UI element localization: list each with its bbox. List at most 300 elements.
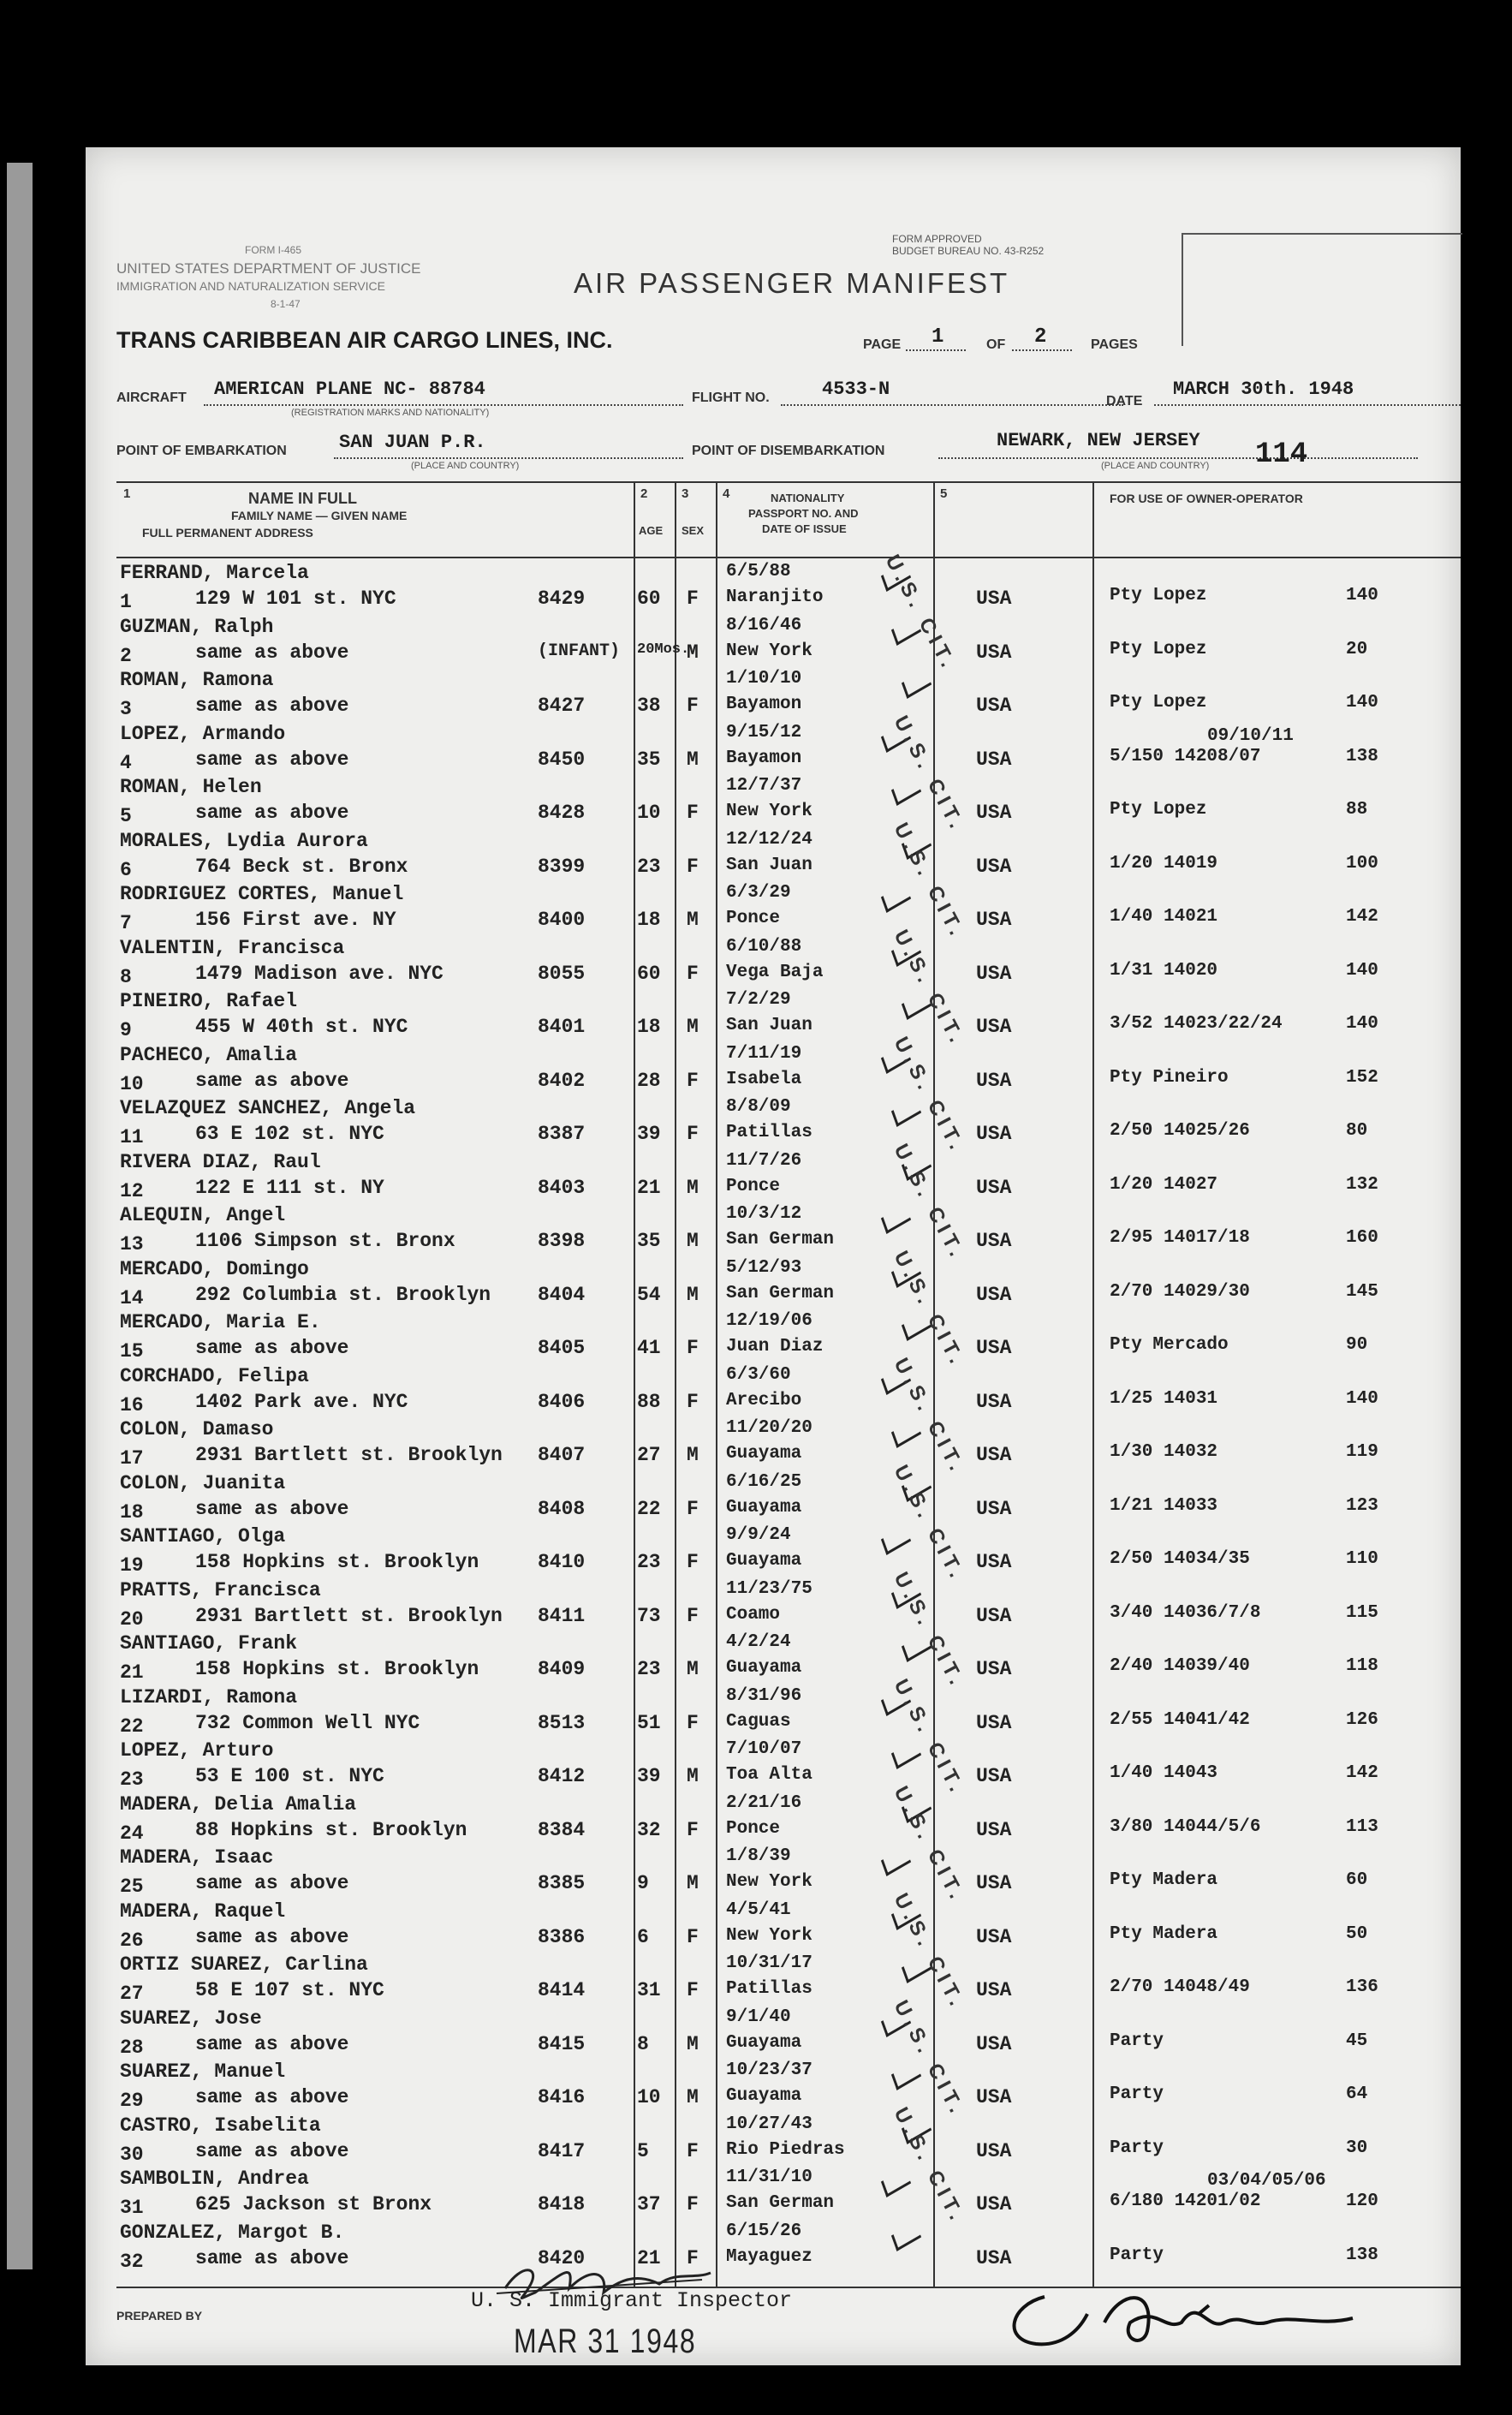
- fare-amount: 132: [1346, 1174, 1378, 1195]
- passenger-address: same as above: [195, 2246, 349, 2269]
- nationality: USA: [976, 1123, 1012, 1145]
- check-mark: [902, 669, 932, 699]
- passenger-age: 23: [637, 855, 661, 878]
- embarkation-label: POINT OF EMBARKATION: [116, 444, 287, 458]
- owner-note: Party: [1110, 2030, 1164, 2051]
- us-citizen-stamp: U.S. CIT.: [889, 2102, 970, 2228]
- passenger-address: same as above: [195, 748, 349, 771]
- passenger-address: 158 Hopkins st. Brooklyn: [195, 1658, 479, 1680]
- row-number: 29: [120, 2090, 144, 2112]
- passenger-name: ROMAN, Helen: [120, 776, 262, 798]
- passenger-name: PRATTS, Francisca: [120, 1578, 321, 1601]
- passenger-id: 8400: [538, 909, 586, 931]
- row-number: 13: [120, 1233, 144, 1255]
- nationality: USA: [976, 962, 1012, 985]
- issue-date: 12/7/37: [726, 776, 802, 796]
- owner-note: 1/20 14027: [1110, 1174, 1218, 1195]
- passenger-name: GUZMAN, Ralph: [120, 615, 274, 638]
- col1-number: 1: [123, 486, 131, 501]
- issue-date: 7/2/29: [726, 990, 791, 1010]
- row-number: 14: [120, 1286, 144, 1309]
- us-citizen-stamp: U.S. CIT.: [889, 818, 970, 944]
- owner-note-upper: 03/04/05/06: [1207, 2171, 1326, 2191]
- nationality: USA: [976, 1016, 1012, 1038]
- aircraft-sub: (REGISTRATION MARKS AND NATIONALITY): [291, 408, 490, 418]
- owner-note: 2/50 14025/26: [1110, 1121, 1250, 1141]
- passenger-address: same as above: [195, 1925, 349, 1948]
- disembarkation-sub: (PLACE AND COUNTRY): [1101, 461, 1210, 471]
- passenger-id: 8427: [538, 695, 586, 717]
- fare-amount: 140: [1346, 586, 1378, 605]
- passenger-name: MERCADO, Maria E.: [120, 1311, 321, 1333]
- check-mark: [891, 776, 921, 806]
- issue-date: 7/10/07: [726, 1739, 802, 1759]
- passenger-name: LIZARDI, Ramona: [120, 1685, 298, 1708]
- fare-amount: 136: [1346, 1977, 1378, 1997]
- passenger-id: 8401: [538, 1016, 586, 1038]
- nationality: USA: [976, 587, 1012, 610]
- passenger-address: 58 E 107 st. NYC: [195, 1979, 384, 2001]
- us-citizen-stamp: U.S. CIT.: [889, 1139, 970, 1265]
- issue-date: 10/31/17: [726, 1953, 813, 1973]
- owner-note: Pty Lopez: [1110, 800, 1207, 820]
- fare-amount: 100: [1346, 853, 1378, 874]
- owner-note: 3/80 14044/5/6: [1110, 1816, 1261, 1837]
- birth-place: Guayama: [726, 1497, 802, 1518]
- birth-place: Bayamon: [726, 695, 802, 714]
- passenger-age: 10: [637, 2086, 661, 2108]
- passenger-address: 2931 Bartlett st. Brooklyn: [195, 1444, 503, 1466]
- agency-line1: UNITED STATES DEPARTMENT OF JUSTICE: [116, 260, 421, 277]
- row-number: 3: [120, 698, 132, 720]
- us-citizen-stamp: U.S. CIT.: [889, 1995, 970, 2121]
- passenger-age: 60: [637, 962, 661, 985]
- birth-place: Guayama: [726, 2032, 802, 2053]
- row-number: 19: [120, 1554, 144, 1577]
- passenger-address: 764 Beck st. Bronx: [195, 855, 408, 878]
- owner-note: Pty Lopez: [1110, 639, 1207, 659]
- passenger-address: same as above: [195, 1497, 349, 1520]
- birth-place: Naranjito: [726, 587, 824, 607]
- row-number: 7: [120, 912, 132, 934]
- row-number: 2: [120, 644, 132, 667]
- fare-amount: 140: [1346, 960, 1378, 981]
- passenger-name: MORALES, Lydia Aurora: [120, 829, 368, 852]
- passenger-id: 8398: [538, 1230, 586, 1252]
- nationality: USA: [976, 1925, 1012, 1948]
- passenger-age: 21: [637, 1176, 661, 1199]
- fare-amount: 142: [1346, 907, 1378, 927]
- passenger-id: 8411: [538, 1604, 586, 1627]
- page-total: 2: [1034, 325, 1047, 349]
- col1-name-header: NAME IN FULL: [248, 490, 357, 507]
- check-mark: [891, 2221, 921, 2251]
- passenger-name: CASTRO, Isabelita: [120, 2114, 321, 2137]
- owner-note: Pty Mercado: [1110, 1335, 1229, 1355]
- carrier-name: TRANS CARIBBEAN AIR CARGO LINES, INC.: [116, 327, 613, 353]
- birth-place: Patillas: [726, 1979, 813, 1999]
- issue-date: 12/19/06: [726, 1311, 813, 1331]
- officer-signature: [993, 2271, 1404, 2365]
- passenger-sex: F: [687, 2246, 699, 2269]
- approval-line2: BUDGET BUREAU NO. 43-R252: [892, 245, 1045, 257]
- check-mark: [891, 2060, 921, 2090]
- birth-place: New York: [726, 641, 813, 661]
- passenger-id: 8417: [538, 2139, 586, 2162]
- fare-amount: 119: [1346, 1442, 1378, 1462]
- check-mark: [891, 1097, 921, 1127]
- passenger-name: CORCHADO, Felipa: [120, 1364, 309, 1387]
- nationality: USA: [976, 1390, 1012, 1413]
- fare-amount: 140: [1346, 1388, 1378, 1409]
- us-citizen-stamp: U.S. CIT.: [889, 1032, 970, 1158]
- passenger-sex: F: [687, 1337, 699, 1359]
- nationality: USA: [976, 1176, 1012, 1199]
- passenger-name: COLON, Juanita: [120, 1471, 286, 1494]
- passenger-id: 8405: [538, 1337, 586, 1359]
- nationality: USA: [976, 1872, 1012, 1894]
- passenger-address: 88 Hopkins st. Brooklyn: [195, 1818, 467, 1841]
- row-number: 1: [120, 591, 132, 613]
- issue-date: 2/21/16: [726, 1792, 802, 1813]
- passenger-address: 2931 Bartlett st. Brooklyn: [195, 1604, 503, 1627]
- row-number: 18: [120, 1500, 144, 1524]
- birth-place: Bayamon: [726, 748, 802, 768]
- passenger-age: 41: [637, 1337, 661, 1359]
- fare-amount: 123: [1346, 1495, 1378, 1516]
- passenger-id: 8414: [538, 1979, 586, 2001]
- owner-note: Pty Madera: [1110, 1923, 1218, 1944]
- issue-date: 10/23/37: [726, 2060, 813, 2080]
- nationality: USA: [976, 2246, 1012, 2269]
- passenger-age: 10: [637, 802, 661, 824]
- passenger-age: 60: [637, 587, 661, 610]
- inspector-title: U. S. Immigrant Inspector: [471, 2288, 793, 2313]
- passenger-id: 8402: [538, 1069, 586, 1092]
- passenger-id: 8409: [538, 1658, 586, 1680]
- aircraft-label: AIRCRAFT: [116, 391, 187, 405]
- fare-amount: 142: [1346, 1763, 1378, 1783]
- owner-note: Pty Madera: [1110, 1870, 1218, 1890]
- nationality: USA: [976, 1658, 1012, 1680]
- passenger-name: SAMBOLIN, Andrea: [120, 2168, 309, 2190]
- passenger-name: MADERA, Isaac: [120, 1846, 274, 1869]
- form-number: FORM I-465: [245, 244, 302, 256]
- nationality: USA: [976, 2139, 1012, 2162]
- of-label: OF: [986, 337, 1006, 352]
- passenger-id: 8404: [538, 1283, 586, 1306]
- fare-amount: 80: [1346, 1121, 1368, 1141]
- passenger-address: 292 Columbia st. Brooklyn: [195, 1283, 491, 1306]
- birth-place: Toa Alta: [726, 1765, 813, 1785]
- row-number: 30: [120, 2143, 144, 2166]
- owner-note: Party: [1110, 2245, 1164, 2265]
- owner-note: 1/21 14033: [1110, 1495, 1218, 1516]
- passenger-name: COLON, Damaso: [120, 1418, 274, 1440]
- nationality: USA: [976, 1979, 1012, 2001]
- birth-place: New York: [726, 1925, 813, 1946]
- fare-amount: 126: [1346, 1709, 1378, 1730]
- owner-note: 2/55 14041/42: [1110, 1709, 1250, 1730]
- prepared-by-label: PREPARED BY: [116, 2309, 203, 2323]
- birth-place: Guayama: [726, 2086, 802, 2106]
- birth-place: San Juan: [726, 855, 813, 875]
- passenger-name: PINEIRO, Rafael: [120, 990, 298, 1012]
- passenger-id: (INFANT): [538, 641, 621, 661]
- fare-amount: 138: [1346, 2245, 1378, 2265]
- nationality: USA: [976, 1604, 1012, 1627]
- embarkation-sub: (PLACE AND COUNTRY): [411, 461, 520, 471]
- owner-note: 3/40 14036/7/8: [1110, 1602, 1261, 1623]
- birth-place: Guayama: [726, 1551, 802, 1571]
- row-number: 5: [120, 805, 132, 827]
- fare-amount: 64: [1346, 2084, 1368, 2104]
- col4-date-header: DATE OF ISSUE: [762, 522, 847, 535]
- passenger-sex: F: [687, 1925, 699, 1948]
- owner-note: 1/40 14021: [1110, 907, 1218, 927]
- owner-note: 2/50 14034/35: [1110, 1549, 1250, 1569]
- passenger-sex: F: [687, 2139, 699, 2162]
- owner-note: 1/31 14020: [1110, 960, 1218, 981]
- owner-note: 3/52 14023/22/24: [1110, 1014, 1283, 1034]
- date-value: MARCH 30th. 1948: [1173, 379, 1354, 400]
- passenger-address: 1479 Madison ave. NYC: [195, 962, 443, 985]
- row-number: 9: [120, 1019, 132, 1041]
- passenger-sex: F: [687, 1123, 699, 1145]
- passenger-sex: F: [687, 1818, 699, 1841]
- passenger-address: same as above: [195, 2086, 349, 2108]
- owner-note: Pty Pineiro: [1110, 1067, 1229, 1088]
- birth-place: Ponce: [726, 1818, 781, 1839]
- passenger-id: 8403: [538, 1176, 586, 1199]
- birth-place: Patillas: [726, 1123, 813, 1142]
- fare-amount: 45: [1346, 2030, 1368, 2051]
- passenger-name: MERCADO, Domingo: [120, 1257, 309, 1280]
- owner-note: 2/40 14039/40: [1110, 1656, 1250, 1676]
- col1-address-header: FULL PERMANENT ADDRESS: [142, 526, 313, 540]
- passenger-sex: M: [687, 2032, 699, 2055]
- passenger-age: 9: [637, 1872, 649, 1894]
- row-number: 16: [120, 1393, 144, 1416]
- passenger-name: SANTIAGO, Frank: [120, 1632, 298, 1655]
- row-number: 6: [120, 858, 132, 881]
- issue-date: 9/9/24: [726, 1525, 791, 1545]
- passenger-address: 63 E 102 st. NYC: [195, 1123, 384, 1145]
- passenger-sex: M: [687, 1444, 699, 1466]
- col2-number: 2: [640, 486, 648, 501]
- fare-amount: 88: [1346, 800, 1368, 820]
- col4-passport-header: PASSPORT NO. AND: [748, 507, 859, 520]
- issue-date: 9/15/12: [726, 722, 802, 742]
- fare-amount: 90: [1346, 1335, 1368, 1355]
- nationality: USA: [976, 1444, 1012, 1466]
- passenger-age: 20Mos.: [637, 641, 690, 658]
- col6-owner-header: FOR USE OF OWNER-OPERATOR: [1110, 492, 1303, 505]
- passenger-name: FERRAND, Marcela: [120, 562, 309, 584]
- nationality: USA: [976, 909, 1012, 931]
- nationality: USA: [976, 802, 1012, 824]
- passenger-sex: M: [687, 909, 699, 931]
- passenger-age: 21: [637, 2246, 661, 2269]
- nationality: USA: [976, 1497, 1012, 1520]
- nationality: USA: [976, 2193, 1012, 2215]
- disembarkation-value: NEWARK, NEW JERSEY: [997, 430, 1200, 451]
- passenger-address: same as above: [195, 802, 349, 824]
- passenger-sex: M: [687, 1872, 699, 1894]
- issue-date: 11/23/75: [726, 1578, 813, 1599]
- fare-amount: 120: [1346, 2191, 1378, 2211]
- passenger-sex: F: [687, 587, 699, 610]
- passenger-name: RIVERA DIAZ, Raul: [120, 1150, 321, 1173]
- owner-box: [1182, 233, 1462, 346]
- row-number: 25: [120, 1875, 144, 1898]
- issue-date: 9/1/40: [726, 2007, 791, 2027]
- fare-amount: 152: [1346, 1067, 1378, 1088]
- received-date-stamp: MAR 31 1948: [514, 2323, 697, 2360]
- passenger-age: 32: [637, 1818, 661, 1841]
- owner-note: 5/150 14208/07: [1110, 746, 1261, 766]
- birth-place: Guayama: [726, 1658, 802, 1678]
- passenger-id: 8415: [538, 2032, 586, 2055]
- owner-note: 1/25 14031: [1110, 1388, 1218, 1409]
- passenger-address: same as above: [195, 1337, 349, 1359]
- passenger-age: 38: [637, 695, 661, 717]
- passenger-age: 39: [637, 1123, 661, 1145]
- passenger-name: ROMAN, Ramona: [120, 669, 274, 691]
- passenger-sex: F: [687, 695, 699, 717]
- passenger-address: 53 E 100 st. NYC: [195, 1765, 384, 1787]
- nationality: USA: [976, 2086, 1012, 2108]
- check-mark: [891, 1418, 921, 1448]
- issue-date: 11/7/26: [726, 1150, 802, 1171]
- col4-nationality-header: NATIONALITY: [771, 492, 845, 504]
- passenger-age: 39: [637, 1765, 661, 1787]
- passenger-age: 23: [637, 1551, 661, 1573]
- passenger-address: 158 Hopkins st. Brooklyn: [195, 1551, 479, 1573]
- owner-note: Pty Lopez: [1110, 586, 1207, 605]
- row-number: 21: [120, 1661, 144, 1684]
- passenger-id: 8429: [538, 587, 586, 610]
- owner-note: Pty Lopez: [1110, 693, 1207, 713]
- us-citizen-stamp: U.S. CIT.: [889, 711, 970, 837]
- issue-date: 10/3/12: [726, 1204, 802, 1224]
- passenger-address: 1106 Simpson st. Bronx: [195, 1230, 455, 1252]
- issue-date: 11/20/20: [726, 1418, 813, 1438]
- issue-date: 6/5/88: [726, 562, 791, 581]
- birth-place: Coamo: [726, 1604, 781, 1625]
- passenger-age: 35: [637, 748, 661, 771]
- owner-note: Party: [1110, 2084, 1164, 2104]
- passenger-address: 732 Common Well NYC: [195, 1711, 420, 1734]
- passenger-id: 8410: [538, 1551, 586, 1573]
- fare-amount: 138: [1346, 746, 1378, 766]
- issue-date: 8/16/46: [726, 615, 802, 635]
- passenger-name: MADERA, Delia Amalia: [120, 1792, 357, 1816]
- us-citizen-stamp: U.S. CIT.: [889, 1353, 970, 1479]
- passenger-id: 8387: [538, 1123, 586, 1145]
- passenger-name: MADERA, Raquel: [120, 1899, 286, 1923]
- owner-note: 6/180 14201/02: [1110, 2191, 1261, 2211]
- row-number: 24: [120, 1822, 144, 1845]
- passenger-sex: M: [687, 2086, 699, 2108]
- fare-amount: 145: [1346, 1281, 1378, 1302]
- passenger-id: 8428: [538, 802, 586, 824]
- date-label: DATE: [1106, 394, 1143, 408]
- fare-amount: 113: [1346, 1816, 1378, 1837]
- passenger-name: VALENTIN, Francisca: [120, 936, 345, 959]
- us-citizen-stamp: U.S. CIT.: [889, 1460, 970, 1586]
- fare-amount: 30: [1346, 2138, 1368, 2158]
- row-number: 23: [120, 1768, 144, 1791]
- passenger-sex: M: [687, 1658, 699, 1680]
- passenger-sex: M: [687, 641, 699, 664]
- owner-note: 1/40 14043: [1110, 1763, 1218, 1783]
- passenger-age: 27: [637, 1444, 661, 1466]
- nationality: USA: [976, 641, 1012, 664]
- passenger-id: 8408: [538, 1497, 586, 1520]
- check-mark: [881, 2168, 911, 2197]
- birth-place: Arecibo: [726, 1390, 802, 1410]
- birth-place: San German: [726, 2193, 835, 2213]
- passenger-sex: F: [687, 1604, 699, 1627]
- passenger-sex: M: [687, 1765, 699, 1787]
- passenger-sex: F: [687, 1551, 699, 1573]
- passenger-sex: F: [687, 1979, 699, 2001]
- row-number: 17: [120, 1447, 144, 1470]
- owner-note: 2/95 14017/18: [1110, 1228, 1250, 1248]
- fare-amount: 140: [1346, 693, 1378, 713]
- birth-place: Rio Piedras: [726, 2139, 845, 2160]
- passenger-sex: F: [687, 1711, 699, 1734]
- passenger-age: 31: [637, 1979, 661, 2001]
- col4-number: 4: [723, 486, 730, 501]
- agency-block: [116, 242, 420, 313]
- form-approval: [892, 233, 1044, 257]
- birth-place: San German: [726, 1283, 835, 1303]
- passenger-sex: M: [687, 1230, 699, 1252]
- us-citizen-stamp: U.S. CIT.: [880, 551, 961, 676]
- passenger-sex: F: [687, 1390, 699, 1413]
- nationality: USA: [976, 855, 1012, 878]
- passenger-address: 1402 Park ave. NYC: [195, 1390, 408, 1413]
- nationality: USA: [976, 1711, 1012, 1734]
- passenger-name: LOPEZ, Arturo: [120, 1739, 274, 1762]
- row-number: 26: [120, 1929, 144, 1952]
- fare-amount: 60: [1346, 1870, 1368, 1890]
- passenger-name: RODRIGUEZ CORTES, Manuel: [120, 883, 404, 905]
- row-number: 20: [120, 1607, 144, 1631]
- passenger-sex: F: [687, 2193, 699, 2215]
- passenger-address: 122 E 111 st. NY: [195, 1176, 384, 1199]
- pages-label: PAGES: [1091, 337, 1138, 352]
- passenger-id: 8055: [538, 962, 586, 985]
- issue-date: 8/8/09: [726, 1097, 791, 1117]
- passenger-address: 625 Jackson st Bronx: [195, 2193, 432, 2215]
- passenger-sex: F: [687, 855, 699, 878]
- birth-place: Guayama: [726, 1444, 802, 1464]
- passenger-name: GONZALEZ, Margot B.: [120, 2221, 345, 2244]
- owner-note-upper: 09/10/11: [1207, 725, 1294, 746]
- issue-date: 1/8/39: [726, 1846, 791, 1866]
- passenger-id: 8416: [538, 2086, 586, 2108]
- passenger-id: 8407: [538, 1444, 586, 1466]
- issue-date: 12/12/24: [726, 829, 813, 850]
- us-citizen-stamp: U.S. CIT.: [889, 1781, 970, 1907]
- passenger-address: same as above: [195, 2032, 349, 2055]
- owner-note: 1/20 14019: [1110, 853, 1218, 874]
- passenger-age: 22: [637, 1497, 661, 1520]
- nationality: USA: [976, 1818, 1012, 1841]
